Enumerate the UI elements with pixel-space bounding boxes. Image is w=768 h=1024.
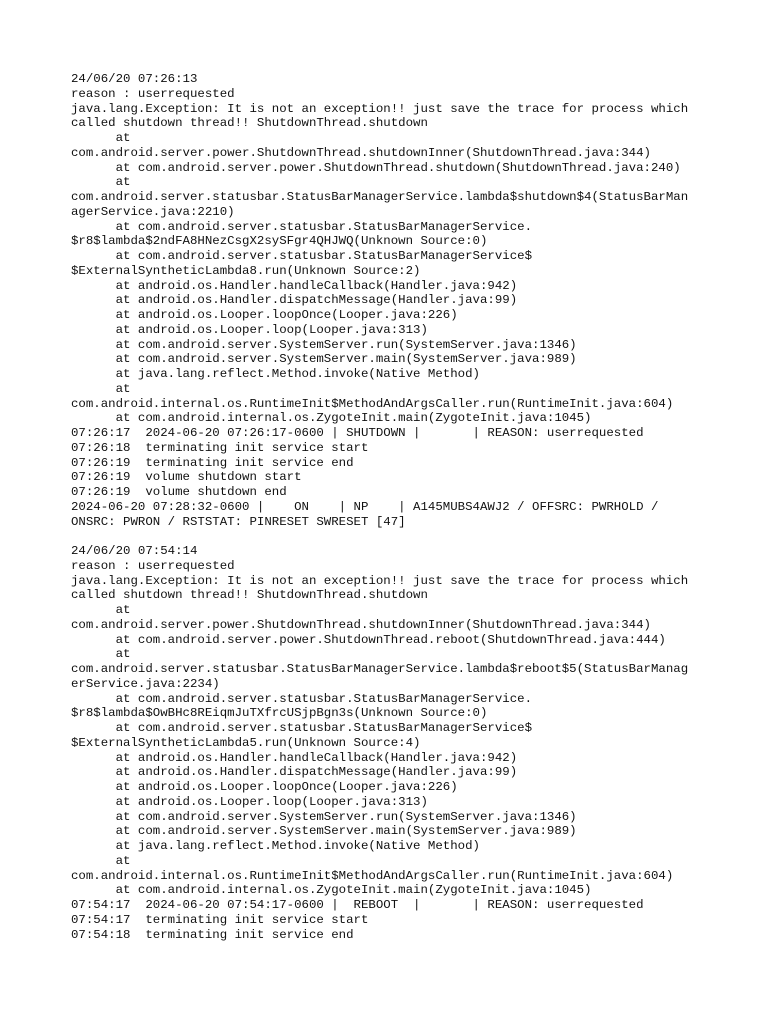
- log-line: 2024-06-20 07:28:32-0600 | ON | NP | A145MUBS4AWJ2 / OFFSRC: PWRHOLD /: [71, 499, 659, 514]
- log-line: reason : userrequested: [71, 86, 235, 101]
- log-line: at android.os.Handler.dispatchMessage(Handler.java:99): [71, 293, 518, 308]
- log-line: erService.java:2234): [71, 676, 220, 691]
- log-line: at com.android.server.SystemServer.main(SystemServer.java:989): [71, 352, 577, 367]
- log-line: at android.os.Looper.loopOnce(Looper.java:226): [71, 308, 458, 322]
- log-document: [71, 72, 711, 942]
- log-line: called shutdown thread!! ShutdownThread.shutdown: [71, 588, 428, 603]
- log-line: at com.android.server.statusbar.StatusBarManagerService$: [71, 249, 533, 263]
- log-line: com.android.internal.os.RuntimeInit$MethodAndArgsCaller.run(RuntimeInit.java:604): [71, 396, 674, 411]
- log-line: at: [71, 853, 131, 868]
- log-line: at: [71, 381, 131, 396]
- log-line: com.android.server.power.ShutdownThread.shutdownInner(ShutdownThread.java:344): [71, 145, 651, 160]
- log-line: 07:26:19 volume shutdown start: [71, 470, 302, 485]
- log-line: at: [71, 647, 131, 662]
- log-entry-block: [71, 544, 711, 942]
- log-line: 07:26:18 terminating init service start: [71, 440, 369, 455]
- log-line: at com.android.server.statusbar.StatusBarManagerService$: [71, 721, 533, 735]
- log-line: 24/06/20 07:54:14: [71, 544, 198, 558]
- log-line: at: [71, 175, 131, 190]
- log-line: at com.android.server.SystemServer.run(SystemServer.java:1346): [71, 809, 577, 824]
- log-line: at com.android.server.statusbar.StatusBarManagerService.: [71, 219, 533, 234]
- log-line: called shutdown thread!! ShutdownThread.shutdown: [71, 116, 428, 131]
- log-line: 07:26:19 volume shutdown end: [71, 485, 287, 499]
- log-line: at android.os.Looper.loop(Looper.java:313): [71, 322, 428, 337]
- log-line: at android.os.Handler.handleCallback(Handler.java:942): [71, 278, 518, 293]
- log-line: at android.os.Looper.loopOnce(Looper.java:226): [71, 780, 458, 794]
- log-line: $ExternalSyntheticLambda8.run(Unknown Source:2): [71, 263, 421, 278]
- log-line: at com.android.internal.os.ZygoteInit.main(ZygoteInit.java:1045): [71, 883, 592, 898]
- log-line: java.lang.Exception: It is not an exception!! just save the trace for process which: [71, 101, 689, 116]
- log-line: 07:54:17 terminating init service start: [71, 912, 369, 927]
- log-line: 07:26:17 2024-06-20 07:26:17-0600 | SHUTDOWN | | REASON: userrequested: [71, 426, 644, 440]
- log-line: at android.os.Handler.handleCallback(Handler.java:942): [71, 750, 518, 765]
- log-line: com.android.server.statusbar.StatusBarManagerService.lambda$shutdown$4(StatusBarMan: [71, 190, 689, 204]
- log-line: at com.android.server.SystemServer.run(SystemServer.java:1346): [71, 337, 577, 352]
- log-blocks: [71, 72, 711, 942]
- log-line: 07:54:18 terminating init service end: [71, 927, 354, 942]
- log-line: at com.android.internal.os.ZygoteInit.main(ZygoteInit.java:1045): [71, 411, 592, 426]
- log-line: at android.os.Handler.dispatchMessage(Handler.java:99): [71, 765, 518, 780]
- block-separator: [71, 529, 711, 544]
- log-line: reason : userrequested: [71, 558, 235, 573]
- log-line: at com.android.server.power.ShutdownThread.shutdown(ShutdownThread.java:240): [71, 160, 681, 175]
- log-line: at: [71, 603, 131, 617]
- log-line: 07:26:19 terminating init service end: [71, 455, 354, 470]
- log-entry-block: [71, 72, 711, 529]
- log-line: at java.lang.reflect.Method.invoke(Native Method): [71, 839, 480, 853]
- log-line: 24/06/20 07:26:13: [71, 72, 198, 86]
- log-line: com.android.server.statusbar.StatusBarManagerService.lambda$reboot$5(StatusBarManag: [71, 662, 689, 676]
- log-line: $r8$lambda$OwBHc8REiqmJuTXfrcUSjpBgn3s(Unknown Source:0): [71, 706, 488, 721]
- log-line: at android.os.Looper.loop(Looper.java:313): [71, 794, 428, 809]
- log-line: at java.lang.reflect.Method.invoke(Native Method): [71, 367, 480, 381]
- log-line: com.android.server.power.ShutdownThread.shutdownInner(ShutdownThread.java:344): [71, 617, 651, 632]
- log-line: at com.android.server.SystemServer.main(SystemServer.java:989): [71, 824, 577, 839]
- log-line: at: [71, 131, 131, 145]
- log-line: java.lang.Exception: It is not an exception!! just save the trace for process which: [71, 573, 689, 588]
- log-line: 07:54:17 2024-06-20 07:54:17-0600 | REBOOT | | REASON: userrequested: [71, 898, 644, 912]
- log-line: com.android.internal.os.RuntimeInit$MethodAndArgsCaller.run(RuntimeInit.java:604): [71, 868, 674, 883]
- log-line: $r8$lambda$2ndFA8HNezCsgX2sySFgr4QHJWQ(Unknown Source:0): [71, 234, 488, 249]
- log-line: at com.android.server.power.ShutdownThread.reboot(ShutdownThread.java:444): [71, 632, 666, 647]
- log-line: $ExternalSyntheticLambda5.run(Unknown Source:4): [71, 735, 421, 750]
- log-line: ONSRC: PWRON / RSTSTAT: PINRESET SWRESET [47]: [71, 514, 406, 529]
- log-line: agerService.java:2210): [71, 204, 235, 219]
- log-line: at com.android.server.statusbar.StatusBarManagerService.: [71, 691, 533, 706]
